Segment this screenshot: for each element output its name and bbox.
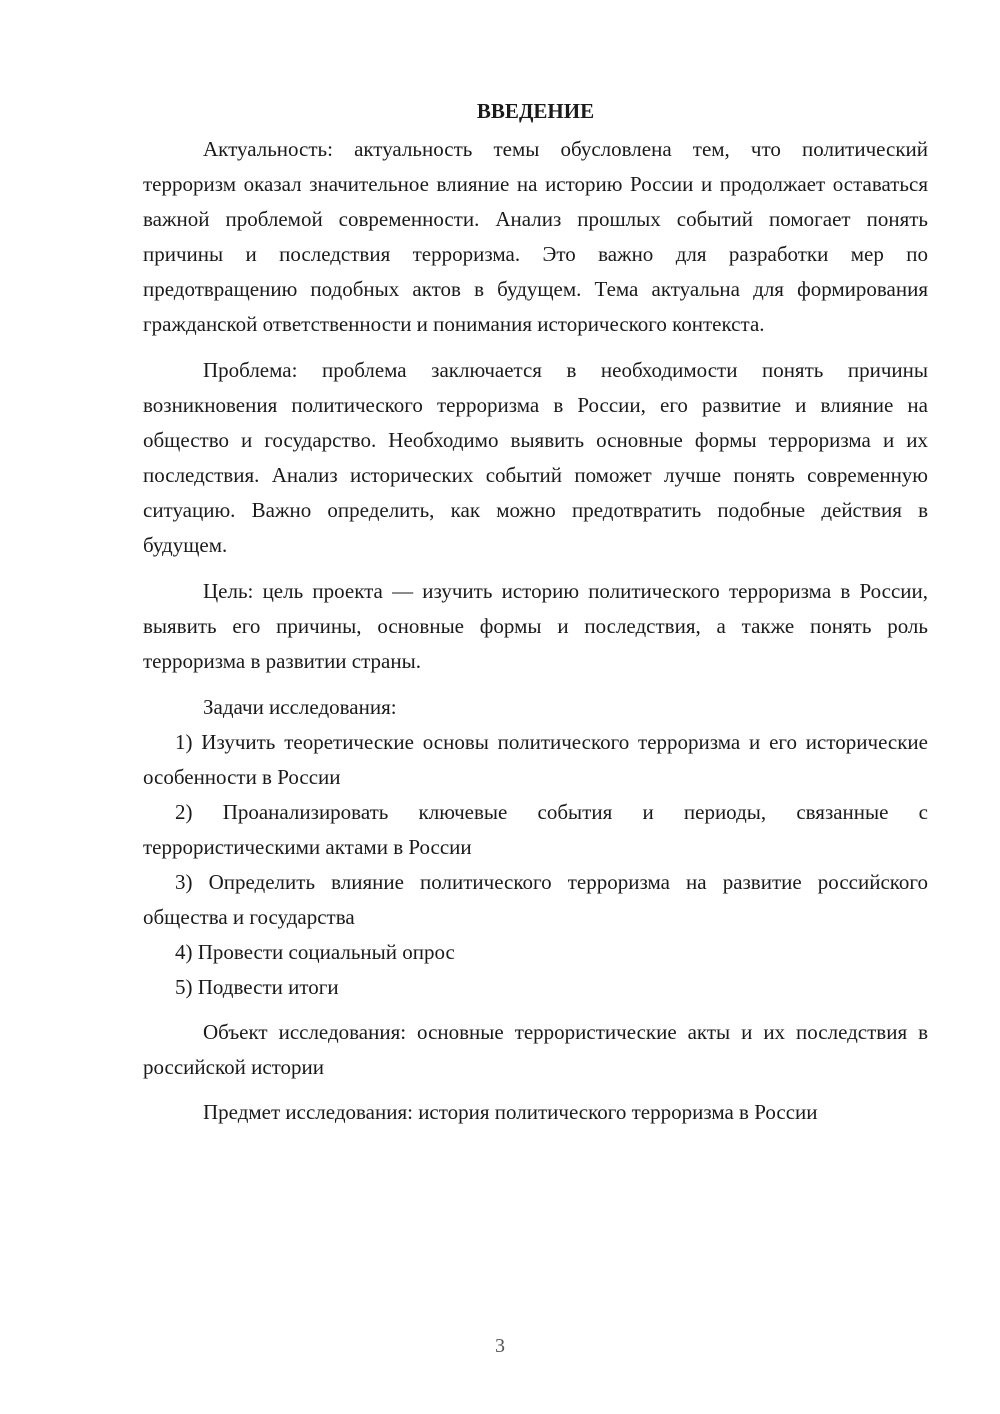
goal-paragraph: Цель: цель проекта — изучить историю политического терроризма в России, выявить его причины, основные формы и последствия, а также понять роль терроризма в развитии страны. — [143, 579, 928, 673]
task-item-5: 5) Подвести итоги — [175, 975, 339, 999]
task-item-4: 4) Провести социальный опрос — [175, 940, 455, 964]
page-content — [143, 96, 928, 1130]
task-item-3: 3) Определить влияние политического терроризма на развитие российского общества и государства — [143, 870, 928, 929]
page-number: 3 — [495, 1335, 505, 1357]
tasks-heading: Задачи исследования: — [203, 695, 397, 719]
section-heading: ВВЕДЕНИЕ — [476, 99, 595, 123]
problem-paragraph: Проблема: проблема заключается в необходимости понять причины возникновения политического терроризма в России, его развитие и влияние на общество и государство. Необходимо выявить основные формы терроризма и их последствия. Анализ исторических событий поможет лучше понять современную ситуацию. Важно определить, как можно предотвратить подобные действия в будущем. — [143, 358, 928, 557]
subject-paragraph: Предмет исследования: история политического терроризма в России — [203, 1100, 818, 1124]
task-item-1: 1) Изучить теоретические основы политического терроризма и его исторические особенности в России — [143, 730, 928, 789]
relevance-paragraph: Актуальность: актуальность темы обусловлена тем, что политический терроризм оказал значительное влияние на историю России и продолжает оставаться важной проблемой современности. Анализ прошлых событий помогает понять причины и последствия терроризма. Это важно для разработки мер по предотвращению подобных актов в будущем. Тема актуальна для формирования гражданской ответственности и понимания исторического контекста. — [143, 137, 928, 336]
object-paragraph: Объект исследования: основные террористические акты и их последствия в российской истории — [143, 1020, 928, 1079]
task-item-2: 2) Проанализировать ключевые события и периоды, связанные с террористическими актами в России — [143, 800, 928, 859]
